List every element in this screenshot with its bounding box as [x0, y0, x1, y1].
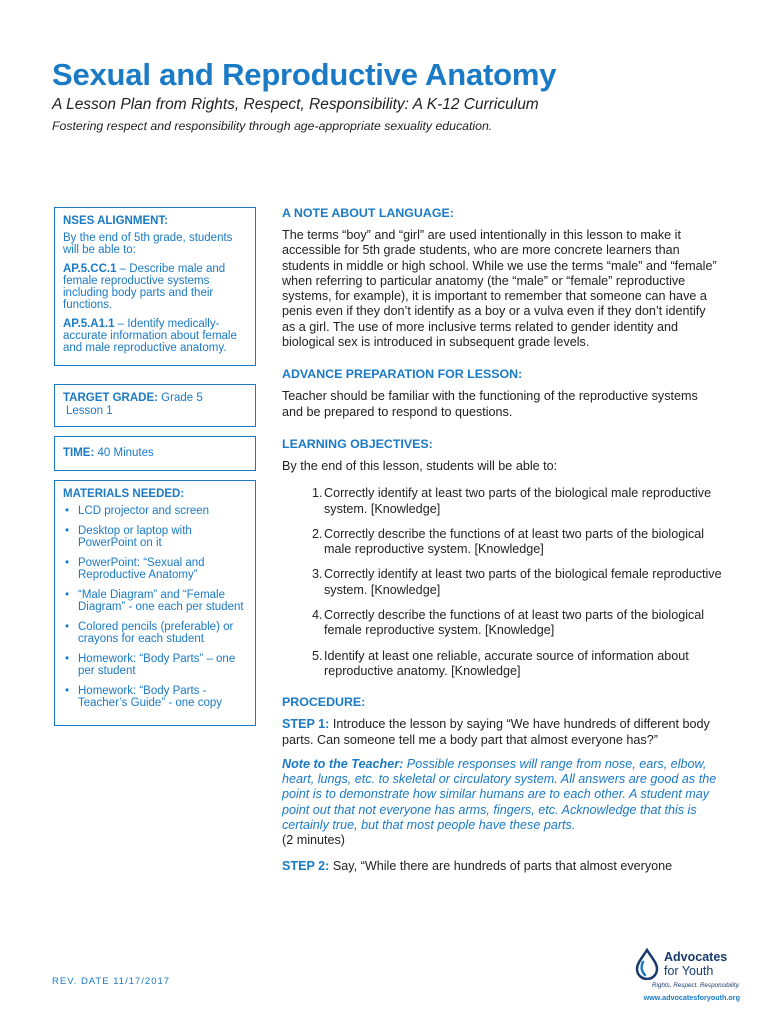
procedure-heading: PROCEDURE:	[282, 695, 366, 710]
objective-text: Correctly identify at least two parts of the biological male reproductive system. [Knowledge]	[324, 486, 712, 516]
nses-standard	[63, 318, 247, 354]
objective-item	[282, 486, 722, 517]
list-item: • Homework: “Body Parts” – one per student	[63, 653, 247, 677]
teacher-note	[282, 757, 722, 833]
language-body: The terms “boy” and “girl” are used intentionally in this lesson to make it accessible for 5th grade students, who are more concrete learners than students in middle or high school. While we use the terms “male” and “female” when referring to particular anatomy (the “male” or “female” reproductive systems, for example), it is important to remember that someone can have a penis even if they don’t identify as a boy or a vulva even if they don’t identify as a girl. The use of more inclusive terms related to gender identity and biological sex is introduced in subsequent grade levels.	[282, 228, 717, 350]
standard-text: – Identify medically-accurate information about female and male reproductive anatomy.	[63, 318, 237, 354]
objectives-heading: LEARNING OBJECTIVES:	[282, 436, 433, 451]
objectives-list	[282, 486, 722, 679]
time	[63, 447, 247, 460]
materials-box	[54, 480, 256, 726]
step-2-label: STEP 2:	[282, 858, 330, 873]
objective-item	[282, 567, 722, 598]
nses-standard	[63, 263, 247, 311]
objective-text: Correctly describe the functions of at least two parts of the biological female reproductive system. [Knowledge]	[324, 608, 705, 638]
objective-text: Correctly identify at least two parts of the biological female reproductive system. [Knowledge]	[324, 567, 722, 597]
materials-list	[63, 505, 247, 709]
sidebar	[54, 207, 256, 735]
standard-code: AP.5.CC.1	[63, 263, 117, 275]
objective-text: Identify at least one reliable, accurate source of information about reproductive anatomy. [Knowledge]	[324, 648, 689, 678]
step-1-time: (2 minutes)	[282, 833, 345, 848]
preparation-heading: ADVANCE PREPARATION FOR LESSON:	[282, 367, 523, 382]
page-title: Sexual and Reproductive Anatomy	[52, 57, 557, 92]
objective-item	[282, 608, 722, 639]
page-tagline: Fostering respect and responsibility through age-appropriate sexuality education.	[52, 119, 493, 133]
list-item: • Homework: “Body Parts - Teacher’s Guide” - one copy	[63, 685, 247, 709]
language-heading: A NOTE ABOUT LANGUAGE:	[282, 206, 454, 220]
teacher-note-label: Note to the Teacher:	[282, 756, 404, 771]
preparation-body: Teacher should be familiar with the functioning of the reproductive systems and be prepared to respond to questions.	[282, 389, 698, 419]
nses-alignment-box	[54, 207, 256, 366]
step-1	[282, 717, 722, 748]
nses-heading: NSES ALIGNMENT:	[63, 215, 168, 227]
step-1-label: STEP 1:	[282, 717, 330, 732]
time-box	[54, 436, 256, 471]
page-subtitle: A Lesson Plan from Rights, Respect, Responsibility: A K-12 Curriculum	[52, 96, 539, 113]
step-2	[282, 859, 722, 874]
main-content	[282, 206, 722, 891]
objective-number: 3.	[312, 567, 323, 582]
revision-date: REV. DATE 11/17/2017	[52, 976, 171, 987]
step-2-text: Say, “While there are hundreds of parts that almost everyone	[329, 858, 673, 873]
time-value: 40 Minutes	[94, 447, 154, 459]
list-item: • LCD projector and screen	[63, 505, 247, 517]
objective-item	[282, 649, 722, 680]
list-item: • PowerPoint: “Sexual and Reproductive Anatomy”	[63, 557, 247, 581]
materials-heading: MATERIALS NEEDED:	[63, 488, 185, 500]
logo-name-line1: Advocates	[664, 950, 728, 964]
objective-text: Correctly describe the functions of at least two parts of the biological male reproductive system. [Knowledge]	[324, 526, 705, 557]
standard-text: – Describe male and female reproductive systems including body parts and their functions.	[63, 263, 226, 311]
objective-number: 1.	[312, 486, 323, 501]
teacher-note-text: Possible responses will range from nose, ears, elbow, heart, lungs, etc. to skeletal or circulatory system. All answers are good as the point is to demonstrate how similar humans are to each other. A student may point out that not everyone has arms, fingers, etc. Acknowledge that this is certainly true, but that most people have these parts.	[282, 756, 717, 833]
step-1-text: Introduce the lesson by saying “We have hundreds of different body parts. Can someone tell me a body part that almost everyone has?”	[282, 717, 710, 747]
logo-name-line2: for Youth	[664, 964, 714, 978]
target-grade-box	[54, 384, 256, 427]
website-link[interactable]: www.advocatesforyouth.org	[643, 993, 740, 1002]
target-grade	[63, 392, 247, 405]
time-label: TIME:	[63, 447, 95, 459]
standard-code: AP.5.A1.1	[63, 318, 115, 330]
list-item: • Desktop or laptop with PowerPoint on it	[63, 525, 247, 549]
objectives-intro: By the end of this lesson, students will be able to:	[282, 458, 558, 473]
document-header	[52, 56, 742, 133]
objective-item	[282, 527, 722, 558]
logo-tagline: Rights. Respect. Responsibility.	[651, 982, 740, 989]
nses-intro: By the end of 5th grade, students will be able to:	[63, 232, 233, 256]
objective-number: 2.	[312, 526, 323, 541]
list-item: • “Male Diagram” and “Female Diagram” - one each per student	[63, 589, 247, 613]
drop-logo-icon	[632, 948, 662, 980]
target-grade-label: TARGET GRADE:	[63, 392, 158, 404]
target-grade-value: Grade 5	[157, 392, 203, 404]
advocates-for-youth-logo	[620, 948, 740, 1006]
objective-number: 4.	[312, 608, 323, 623]
objective-number: 5.	[312, 648, 323, 663]
lesson-number: Lesson 1	[66, 405, 113, 417]
list-item: • Colored pencils (preferable) or crayons for each student	[63, 621, 247, 645]
